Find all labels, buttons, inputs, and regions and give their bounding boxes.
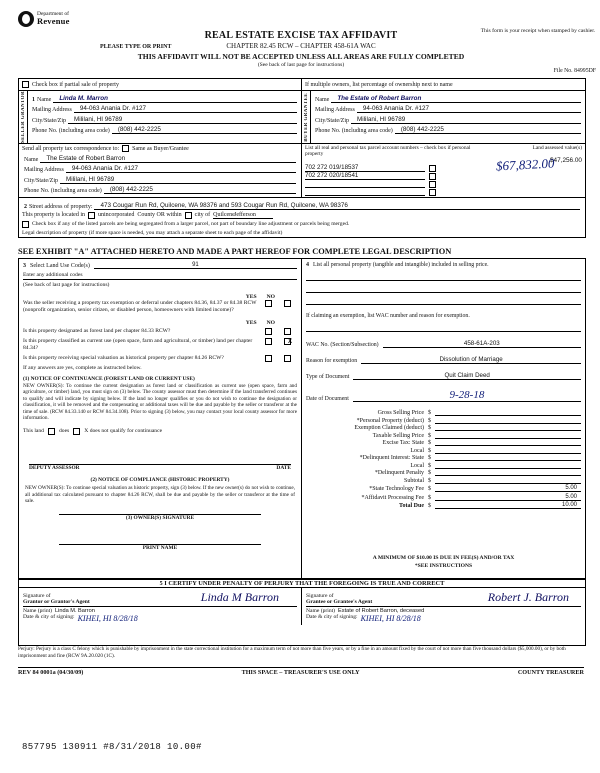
corr-mailing-value[interactable]: 94-063 Anania Dr. #127	[66, 165, 296, 173]
corr-name-label: Name	[24, 156, 39, 163]
land-use-field[interactable]	[23, 262, 297, 269]
q3-yes-checkbox-icon[interactable]	[265, 338, 272, 345]
deputy-assessor-label: DEPUTY ASSESSOR	[29, 465, 80, 471]
grantor-date-value[interactable]: KIHEI, HI 8/28/18	[77, 614, 138, 623]
page-title: REAL ESTATE EXCISE TAX AFFIDAVIT	[204, 30, 398, 41]
q2-no-checkbox-icon[interactable]	[284, 328, 291, 335]
parcel-number-1[interactable]: 702 272 019/18537	[305, 164, 425, 172]
wac-value[interactable]: 458-61A-203	[383, 340, 581, 348]
corr-phone-label: Phone No. (including area code)	[24, 188, 102, 195]
money-line-excise-state[interactable]: Excise Tax: State $	[306, 440, 581, 446]
label-subtotal: Subtotal	[403, 477, 424, 484]
money-lines	[306, 410, 581, 509]
type-of-document-label: Type of Document	[306, 374, 350, 380]
legal-description-note: Legal description of property (if more space is needed, you may attach a separate sheet to each page of the affidavit)	[22, 229, 283, 236]
money-line-penalty[interactable]: *Delinquent Penalty $	[306, 470, 581, 476]
does-not-checkbox-icon[interactable]	[73, 428, 80, 435]
label-personal: *Personal Property (deduct)	[356, 417, 424, 424]
if-yes-note: If any answers are yes, complete as instructed below.	[23, 364, 142, 371]
q3-boxes[interactable]	[265, 338, 291, 345]
notice-continuance-body: NEW OWNER(S): To continue the current designation as forest land or classification as current use (open space, farm and agriculture, or timber) land, you must sign on (3) below. The county assessor must then determine if the land transferred continues to qualify and will indicate by signing below. If the land no longer qualifies or you do not wish to continue the designation or classification, it will be removed and the compensating or additional taxes will be due and payable by the seller or transferor at the time of sale. (RCW 84.33.140 or RCW 84.34.108). Prior to signing (3) below, you may contact your local county assessor for more information.	[23, 382, 297, 422]
buyer-band	[302, 91, 311, 143]
left-column	[19, 259, 302, 579]
street-address-value[interactable]: 473 Cougar Run Rd, Quilcene, WA 98376 and 593 Cougar Run Rd, Quilcene, WA 98376	[94, 202, 580, 210]
file-number-value: 84995DF	[574, 68, 596, 74]
value-delinq-state[interactable]	[435, 460, 581, 461]
q1-no-mark: X	[287, 339, 292, 345]
value-gross[interactable]	[435, 415, 581, 416]
logo-text	[37, 11, 70, 26]
parcels-header-right: Land assessed value(s)	[532, 145, 582, 152]
parcel-row-3[interactable]	[305, 180, 582, 188]
partial-sale-row	[19, 79, 585, 91]
buyer-band-label: BUYER GRANTEE	[303, 92, 309, 142]
county-or-label: County OR within	[137, 212, 182, 219]
buyer-name-value[interactable]: The Estate of Robert Barron	[331, 95, 581, 103]
question-exemption-boxes[interactable]	[265, 300, 291, 307]
street-address-label: Street address of property:	[29, 203, 93, 210]
main-body-frame	[18, 258, 586, 580]
county-value: Jefferson	[234, 212, 256, 219]
grantee-sig-label-1: Signature of	[306, 593, 334, 599]
form-footer	[18, 667, 584, 676]
label-delinq-state: *Delinquent Interest: State	[359, 455, 424, 461]
question-historic-text: Is this property receiving special valuation as historical property per chapter 84.26 RCW?	[23, 354, 224, 361]
label-gross: Gross Selling Price	[377, 410, 424, 416]
grantee-date-field[interactable]	[306, 614, 581, 623]
corr-citystatezip-label: City/State/Zip	[24, 177, 58, 184]
grantee-name-field[interactable]	[306, 606, 581, 614]
buyer-name-label: Name	[315, 96, 330, 103]
unincorporated-label: unincorporated	[98, 212, 135, 219]
grantor-signature[interactable]: Linda M Barron	[200, 590, 279, 604]
footer-right: COUNTY TREASURER	[517, 669, 584, 676]
seller-mailing-label: Mailing Address	[32, 107, 72, 113]
label-excise-local: Local	[410, 447, 424, 454]
buyer-mailing-value[interactable]: 94-063 Anania Dr. #127	[357, 105, 581, 113]
grantee-name-value[interactable]: Estate of Robert Barron, deceased	[338, 608, 425, 614]
checkbox-icon[interactable]	[22, 81, 29, 88]
question-forest-land-text: Is this property designated as forest land per chapter 84.33 RCW?	[23, 327, 171, 334]
date-of-document-label: Date of Document	[306, 396, 349, 402]
label-total: Total Due	[399, 503, 424, 509]
value-processing-fee[interactable]: 5.00	[435, 494, 581, 501]
buyer-block	[302, 91, 585, 143]
grantor-name-label: Name (print)	[23, 608, 53, 614]
exhibit-heading: SEE EXHIBIT "A" ATTACHED HERETO AND MADE A PART HEREOF FOR COMPLETE LEGAL DESCRIPTION	[18, 247, 452, 256]
footer-center: THIS SPACE – TREASURER'S USE ONLY	[241, 669, 360, 676]
money-line-subtotal[interactable]: Subtotal $	[306, 478, 581, 484]
parcel-row-2[interactable]	[305, 172, 582, 180]
buyer-citystatezip-label: City/State/Zip	[315, 117, 349, 124]
section-4-number: 4	[306, 262, 309, 268]
certify-heading-text: I CERTIFY UNDER PENALTY OF PERJURY THAT THE FOREGOING IS TRUE AND CORRECT	[164, 580, 445, 587]
multi-owner-note	[302, 79, 585, 90]
street-address-block	[19, 198, 585, 237]
q1-yes-checkbox-icon[interactable]	[265, 300, 272, 307]
located-in-line[interactable]	[22, 212, 582, 219]
minimum-due-note: A MINIMUM OF $10.00 IS DUE IN FEE(S) AND/OR TAX	[372, 555, 515, 561]
label-exemption: Exemption Claimed (deduct)	[354, 425, 424, 431]
buyer-mailing-field[interactable]	[313, 103, 583, 114]
grantee-date-value[interactable]: KIHEI, HI 8/28/18	[360, 614, 421, 623]
date-of-document-field[interactable]	[306, 389, 581, 402]
logo-icon	[18, 11, 34, 27]
label-taxable: Taxable Selling Price	[372, 432, 424, 439]
section-2-number: 2	[24, 203, 27, 210]
grantor-signature-block	[19, 588, 302, 625]
label-excise-state: Excise Tax: State	[382, 440, 424, 446]
unincorporated-checkbox-icon[interactable]	[88, 212, 95, 219]
label-tech-fee: *State Technology Fee	[369, 486, 424, 492]
parcel-number-2[interactable]: 702 272 020/18541	[305, 172, 425, 180]
historic-title: (2) NOTICE OF COMPLIANCE (HISTORIC PROPERTY)	[90, 477, 230, 483]
grantor-name-value[interactable]: Linda M. Barron	[55, 608, 95, 614]
certify-heading	[19, 579, 585, 588]
personal-property-label: List all personal property (tangible and intangible) included in selling price.	[313, 262, 489, 268]
notice-continuance-title: (1) NOTICE OF CONTINUANCE (FOREST LAND OR CURRENT USE)	[23, 375, 195, 382]
file-number-label: File No.	[553, 68, 573, 74]
footer-rev: REV 84 0001a (04/30/09)	[18, 669, 84, 676]
owner-signature-label: (3) OWNER(S) SIGNATURE	[125, 515, 195, 521]
label-delinq-local: Local	[410, 462, 424, 469]
q2-yes-checkbox-icon[interactable]	[265, 328, 272, 335]
yes-label-1: YES	[245, 294, 257, 300]
parcels-header-left: List all real and personal tax parcel account numbers – check box if personal property	[305, 145, 471, 158]
assessed-value: $47,256.00	[550, 157, 582, 165]
reason-value[interactable]: Dissolution of Marriage	[361, 356, 581, 364]
partial-sale-check[interactable]	[19, 79, 302, 90]
reason-field[interactable]	[306, 356, 581, 364]
personal-property-list	[306, 262, 581, 268]
perjury-note: Perjury: Perjury is a class C felony which is punishable by imprisonment in the state correctional institution for a maximum term of not more than five years, or by a fine in an amount fixed by the court of not more than five thousand dollars ($5,000.00), or by both imprisonment and fine (RCW 9A.20.020 (1C).	[18, 646, 566, 659]
date-of-document-value[interactable]: 9-28-18	[353, 389, 581, 402]
warning-text: THIS AFFIDAVIT WILL NOT BE ACCEPTED UNLESS ALL AREAS ARE FULLY COMPLETED	[137, 52, 465, 61]
seller-block	[19, 91, 302, 143]
grantee-signature[interactable]: Robert J. Barron	[487, 590, 569, 604]
grantor-sig-label-1: Signature of	[23, 593, 51, 599]
corr-phone-value[interactable]: (808) 442-2225	[104, 186, 296, 194]
reason-label: Reason for exemption	[306, 358, 358, 364]
q4-no-checkbox-icon[interactable]	[284, 355, 291, 362]
seller-name-label: Name	[37, 96, 52, 103]
chapter-subtitle: CHAPTER 82.45 RCW – CHAPTER 458-61A WAC	[226, 42, 376, 50]
please-type-label: PLEASE TYPE OR PRINT	[100, 44, 172, 50]
buyer-phone-value[interactable]: (808) 442-2225	[395, 126, 581, 134]
segregation-line[interactable]	[22, 221, 582, 228]
money-line-delinq-local[interactable]: Local $	[306, 463, 581, 469]
money-line-delinq-state[interactable]: *Delinquent Interest: State $	[306, 455, 581, 461]
certify-frame	[18, 578, 586, 646]
print-name-label: PRINT NAME	[142, 545, 178, 551]
grantee-signature-block	[302, 588, 585, 625]
money-line-personal[interactable]: *Personal Property (deduct) $	[306, 418, 581, 424]
buyer-name-field[interactable]	[313, 92, 583, 103]
money-line-taxable[interactable]: Taxable Selling Price $	[306, 433, 581, 439]
segregation-label: Check box if any of the listed parcels are being segregated from a larger parcel, not part of boundary line adjustment or parcels being merged.	[32, 221, 350, 228]
question-forest-land	[23, 328, 297, 335]
corr-name-value[interactable]: The Estate of Robert Barron	[40, 155, 296, 163]
land-use-label: Select Land Use Code(s)	[30, 263, 90, 269]
money-line-processing-fee[interactable]: *Affidavit Processing Fee $ 5.00	[306, 494, 581, 501]
grantor-date-label: Date & city of signing:	[23, 614, 75, 620]
type-of-document-field[interactable]	[306, 372, 581, 380]
question-current-use-text: Is this property classified as current use (open space, farm and agricultural, or timber) land per chapter 84.34?	[23, 337, 253, 351]
same-as-buyer-label: Same as Buyer/Grantee	[132, 145, 189, 152]
send-correspondence-label: Send all property tax correspondence to:	[22, 145, 120, 152]
section-3-number: 3	[23, 263, 26, 269]
does-label: does	[58, 428, 70, 435]
assessor-date-label: DATE	[276, 465, 291, 471]
value-tech-fee[interactable]: 5.00	[435, 485, 581, 492]
city-checkbox-icon[interactable]	[185, 212, 192, 219]
grantee-sig-label-2: Grantee or Grantee's Agent	[306, 599, 373, 605]
corr-mailing-label: Mailing Address	[24, 167, 64, 174]
land-use-value[interactable]: 91	[94, 262, 297, 269]
seller-phone-field[interactable]	[30, 124, 299, 135]
street-address-row	[19, 198, 585, 237]
correspondence-block	[19, 144, 302, 197]
names-row	[19, 91, 585, 144]
street-address-field[interactable]	[22, 199, 582, 210]
yes-no-header-2	[23, 320, 297, 326]
seller-band-label: SELLER GRANTOR	[20, 91, 26, 144]
section-1-number: 1	[32, 96, 35, 103]
see-instructions-note: *SEE INSTRUCTIONS	[414, 563, 473, 569]
continuance-qualify-line[interactable]	[23, 428, 297, 435]
multi-owner-label: If multiple owners, list percentage of ownership next to name	[305, 81, 453, 88]
historic-body: NEW OWNER(S): To continue special valuation as historic property, sign (3) below. If the new owner(s) do not wish to continue, all additional tax calculated pursuant to chapter 84.26 RCW, shall be due and payable by the seller or transferor at the time of sale.	[25, 485, 295, 504]
value-personal[interactable]	[435, 423, 581, 424]
q4-yes-checkbox-icon[interactable]	[265, 355, 272, 362]
this-land-label: This land	[23, 428, 44, 435]
type-of-document-value[interactable]: Quit Claim Deed	[353, 372, 581, 380]
money-line-exemption[interactable]: Exemption Claimed (deduct) $	[306, 425, 581, 431]
buyer-mailing-label: Mailing Address	[315, 107, 355, 113]
partial-sale-label: Check box if partial sale of property	[32, 81, 119, 88]
value-exemption[interactable]	[435, 430, 581, 431]
seller-name-field[interactable]	[30, 92, 299, 103]
no-label-2: NO	[266, 319, 275, 326]
personal-property-checkbox-icon-2[interactable]	[429, 173, 436, 180]
value-excise-local[interactable]	[435, 453, 581, 454]
same-as-buyer-checkbox-icon[interactable]	[122, 145, 129, 152]
grantor-date-field[interactable]	[23, 614, 297, 623]
personal-property-checkbox-icon-4[interactable]	[429, 189, 436, 196]
grantor-name-field[interactable]	[23, 606, 297, 614]
buyer-citystatezip-field[interactable]	[313, 113, 583, 124]
file-number	[554, 68, 596, 74]
seller-mailing-field[interactable]	[30, 103, 299, 114]
wac-field[interactable]	[306, 340, 581, 348]
city-value[interactable]: Quilcene	[213, 212, 273, 219]
enter-codes-label: Enter any additional codes	[23, 272, 83, 278]
personal-property-checkbox-icon-3[interactable]	[429, 181, 436, 188]
buyer-citystatezip-value[interactable]: Mililani, HI 96789	[351, 116, 581, 124]
q4-boxes[interactable]	[265, 355, 291, 362]
money-line-tech-fee[interactable]: *State Technology Fee $ 5.00	[306, 485, 581, 492]
grantee-name-label: Name (print)	[306, 608, 336, 614]
q1-no-checkbox-icon[interactable]	[284, 300, 291, 307]
logo-name: Revenue	[37, 16, 70, 27]
corr-mailing-field[interactable]	[22, 163, 298, 174]
question-exemption-text: Was the seller receiving a property tax exemption or deferral under chapters 84.36, 84.37 or 84.38 RCW (nonprofit organization, senior citizen, or disabled person, homeowners with limited income)?	[23, 300, 257, 313]
seller-phone-label: Phone No. (including area code)	[32, 128, 110, 134]
money-line-total[interactable]: Total Due $ 10.00	[306, 502, 581, 509]
question-current-use	[23, 338, 297, 352]
label-processing-fee: *Affidavit Processing Fee	[361, 494, 424, 501]
handwritten-total: $67,832.00	[495, 155, 555, 174]
question-historic	[23, 355, 297, 362]
q3-no-checkbox-icon[interactable]	[284, 338, 291, 345]
segregation-checkbox-icon[interactable]	[22, 221, 29, 228]
seller-citystatezip-field[interactable]	[30, 113, 299, 124]
see-back-label: (See back of last page for instructions)	[23, 282, 110, 288]
does-not-label: X does not qualify for continuance	[84, 428, 163, 435]
q2-boxes[interactable]	[265, 328, 291, 335]
city-of-label: city of	[194, 212, 211, 219]
treasurer-stamp: 857795 130911 #8/31/2018 10.00#	[22, 742, 202, 752]
right-column	[302, 259, 585, 579]
seller-band	[19, 91, 28, 143]
parcel-row-4[interactable]	[305, 188, 582, 196]
value-taxable[interactable]	[435, 438, 581, 439]
personal-property-checkbox-icon-1[interactable]	[429, 165, 436, 172]
corr-name-field[interactable]	[22, 152, 298, 163]
seller-phone-value[interactable]: (808) 442-2225	[112, 126, 297, 134]
grantor-sig-label-2: Grantor or Grantor's Agent	[23, 599, 90, 605]
parcel-number-3[interactable]	[305, 180, 425, 188]
value-penalty[interactable]	[435, 475, 581, 476]
corr-phone-field[interactable]	[22, 184, 298, 195]
send-correspondence-line[interactable]	[22, 145, 298, 152]
seller-citystatezip-label: City/State/Zip	[32, 117, 66, 124]
seller-mailing-value[interactable]: 94-063 Anania Dr. #127	[74, 105, 297, 113]
corr-citystatezip-field[interactable]	[22, 173, 298, 184]
money-line-gross[interactable]: Gross Selling Price $	[306, 410, 581, 416]
no-label-1: NO	[266, 294, 275, 300]
section-5-number: 5	[159, 581, 163, 587]
value-subtotal[interactable]	[435, 483, 581, 484]
claiming-exemption-label: If claiming an exemption, list WAC number and reason for exemption.	[306, 313, 470, 319]
question-exemption	[23, 300, 297, 314]
value-excise-state[interactable]	[435, 445, 581, 446]
corr-citystatezip-value[interactable]: Mililani, HI 96789	[60, 176, 296, 184]
label-penalty: *Delinquent Penalty	[374, 470, 424, 476]
yes-label-2: YES	[245, 319, 257, 326]
does-checkbox-icon[interactable]	[48, 428, 55, 435]
dor-logo	[18, 6, 128, 32]
buyer-phone-field[interactable]	[313, 124, 583, 135]
receipt-note: This form is your receipt when stamped by cashier.	[480, 28, 596, 34]
instructions-note: (See back of last page for instructions)	[257, 62, 345, 68]
logo-dept: Department of	[37, 11, 69, 18]
buyer-phone-label: Phone No. (including area code)	[315, 128, 393, 134]
grantee-date-label: Date & city of signing:	[306, 614, 358, 620]
wac-label: WAC No. (Section/Subsection)	[306, 342, 379, 348]
seller-name-value[interactable]: Linda M. Marron	[53, 95, 297, 103]
parcel-number-4[interactable]	[305, 188, 425, 196]
value-delinq-local[interactable]	[435, 468, 581, 469]
located-in-label: This property is located in	[22, 212, 85, 219]
money-line-excise-local[interactable]: Local $	[306, 448, 581, 454]
value-total[interactable]: 10.00	[435, 502, 581, 509]
seller-citystatezip-value[interactable]: Mililani, HI 96789	[68, 116, 297, 124]
